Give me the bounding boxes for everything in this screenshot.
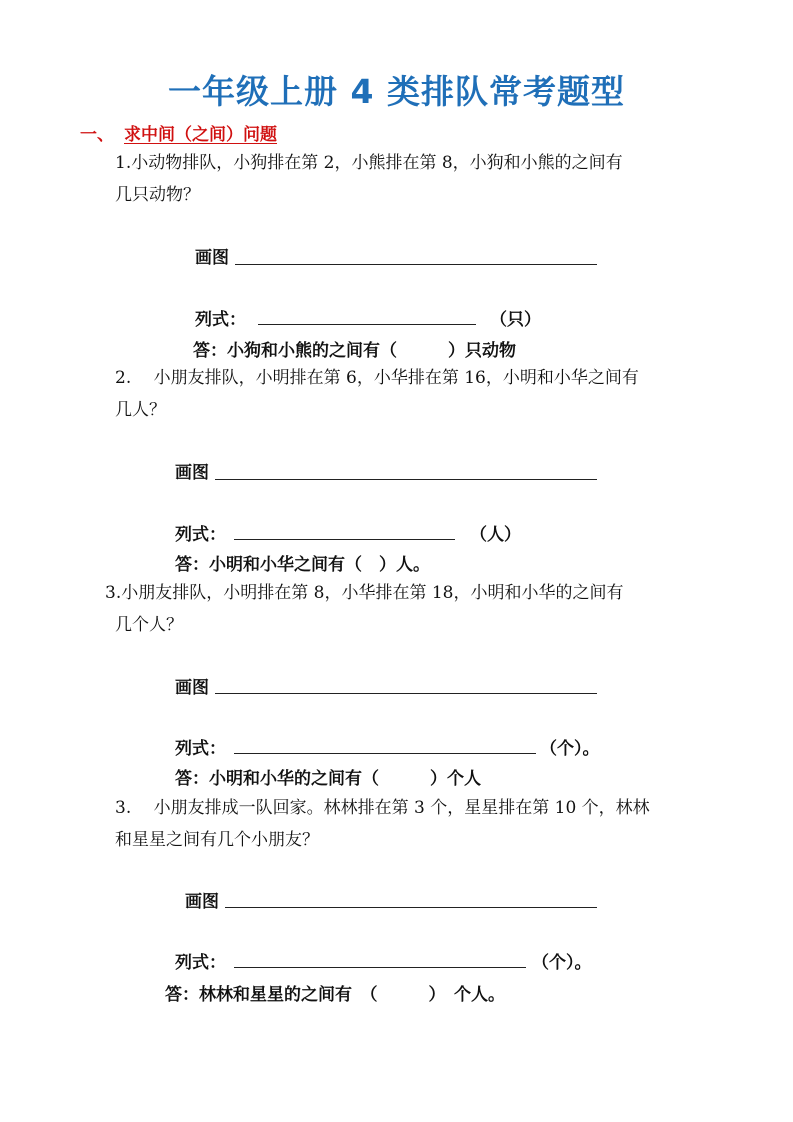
page-title: 一年级上册 4 类排队常考题型: [168, 72, 625, 111]
section-title: 求中间（之间）问题: [124, 125, 277, 145]
problem-4-answer: 答：林林和星星的之间有 （ ） 个人。: [165, 985, 505, 1005]
problem-3-formula-label: 列式：: [175, 739, 226, 759]
problem-4-draw-line[interactable]: [225, 907, 597, 908]
problem-1-formula-label: 列式：: [195, 310, 246, 330]
problem-4-unit: （个）。: [532, 953, 592, 973]
problem-2-text-line2: 几人？: [115, 400, 166, 420]
problem-1-draw-line[interactable]: [235, 264, 597, 265]
problem-2-unit: （人）: [470, 525, 521, 545]
problem-3-unit: （个）。: [540, 739, 600, 759]
problem-3-draw-line[interactable]: [215, 693, 597, 694]
problem-4-text-line2: 和星星之间有几个小朋友？: [115, 830, 319, 850]
problem-1-text-line2: 几只动物？: [115, 185, 200, 205]
section-number: 一、: [80, 125, 114, 145]
section-heading: [80, 120, 277, 145]
problem-2-formula-label: 列式：: [175, 525, 226, 545]
problem-3-answer: 答：小明和小华的之间有（ ）个人: [175, 769, 481, 789]
problem-2-formula-line[interactable]: [234, 539, 455, 540]
problem-1-answer: 答：小狗和小熊的之间有（ ）只动物: [193, 341, 516, 361]
problem-1-formula-line[interactable]: [258, 324, 476, 325]
problem-2-answer: 答：小明和小华之间有（ ）人。: [175, 555, 430, 575]
problem-4-formula-line[interactable]: [234, 967, 526, 968]
problem-4-formula-label: 列式：: [175, 953, 226, 973]
problem-1-draw-label: 画图: [195, 248, 229, 268]
problem-4-draw-label: 画图: [185, 892, 219, 912]
problem-3-text-line2: 几个人？: [115, 615, 183, 635]
problem-3-draw-label: 画图: [175, 678, 209, 698]
problem-3-text-line1: 3.小朋友排队，小明排在第 8，小华排在第 18，小明和小华的之间有: [105, 583, 624, 603]
problem-2-draw-label: 画图: [175, 463, 209, 483]
problem-4-text-line1: 3. 小朋友排成一队回家。林林排在第 3 个，星星排在第 10 个，林林: [115, 798, 650, 818]
problem-1-text-line1: 1.小动物排队，小狗排在第 2，小熊排在第 8，小狗和小熊的之间有: [115, 153, 623, 173]
problem-3-formula-line[interactable]: [234, 753, 536, 754]
problem-2-text-line1: 2. 小朋友排队，小明排在第 6，小华排在第 16，小明和小华之间有: [115, 368, 639, 388]
problem-1-unit: （只）: [490, 310, 541, 330]
problem-2-draw-line[interactable]: [215, 479, 597, 480]
